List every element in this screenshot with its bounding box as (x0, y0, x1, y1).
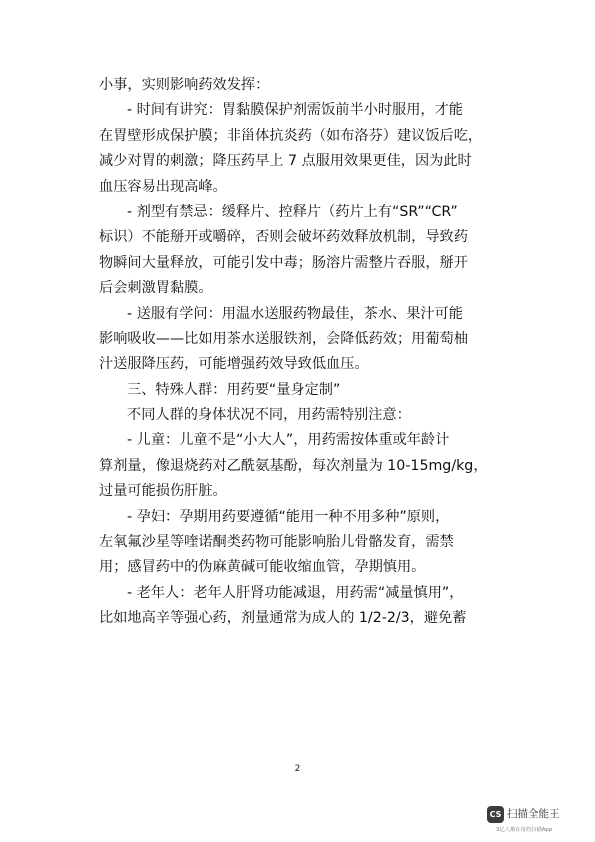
text-line: 标识）不能掰开或嚼碎，否则会破坏药效释放机制，导致药 (99, 229, 468, 246)
text-line: - 儿童：儿童不是“小大人”，用药需按体重或年龄计 (127, 432, 450, 449)
text-line: 用；感冒药中的伪麻黄碱可能收缩血管，孕期慎用。 (99, 559, 426, 576)
text-line: 小事，实则影响药效发挥： (99, 77, 270, 93)
body-text (99, 73, 491, 632)
text-line: 汁送服降压药，可能增强药效导致低血压。 (99, 356, 369, 373)
text-line: - 时间有讲究：胃黏膜保护剂需饭前半小时服用，才能 (127, 102, 463, 119)
camscanner-logo-icon: CS (487, 806, 504, 823)
text-line: 减少对胃的刺激；降压药早上 7 点服用效果更佳，因为此时 (99, 153, 472, 170)
text-line: - 老年人：老年人肝肾功能减退，用药需“减量慎用”， (127, 584, 464, 601)
watermark-tagline: 3亿人都在用的扫描App (496, 827, 553, 833)
watermark-name: 扫描全能王 (507, 808, 560, 820)
text-line: 后会刺激胃黏膜。 (99, 280, 213, 297)
text-line: 血压容易出现高峰。 (99, 178, 227, 195)
text-line: 影响吸收——比如用茶水送服铁剂，会降低药效；用葡萄柚 (99, 330, 468, 347)
page-number: 2 (294, 764, 301, 774)
text-line: 算剂量，像退烧药对乙酰氨基酚，每次剂量为 10-15mg/kg， (99, 457, 488, 474)
text-line: 三、特殊人群：用药要“量身定制” (127, 381, 341, 398)
text-line: 在胃壁形成保护膜；非甾体抗炎药（如布洛芬）建议饭后吃， (99, 127, 483, 144)
text-line: - 孕妇：孕期用药要遵循“能用一种不用多种”原则， (127, 508, 450, 525)
text-line: - 剂型有禁忌：缓释片、控释片（药片上有“SR”“CR” (127, 203, 458, 220)
text-line: 比如地高辛等强心药，剂量通常为成人的 1/2-2/3，避免蓄 (99, 610, 467, 627)
camscanner-watermark (487, 803, 575, 835)
text-line: 物瞬间大量释放，可能引发中毒；肠溶片需整片吞服，掰开 (99, 254, 468, 271)
text-line: 过量可能损伤肝脏。 (99, 483, 227, 500)
text-line: - 送服有学问：用温水送服药物最佳，茶水、果汁可能 (127, 305, 463, 322)
text-line: 左氧氟沙星等喹诺酮类药物可能影响胎儿骨骼发育，需禁 (99, 534, 454, 551)
text-line: 不同人群的身体状况不同，用药需特别注意： (127, 407, 411, 424)
